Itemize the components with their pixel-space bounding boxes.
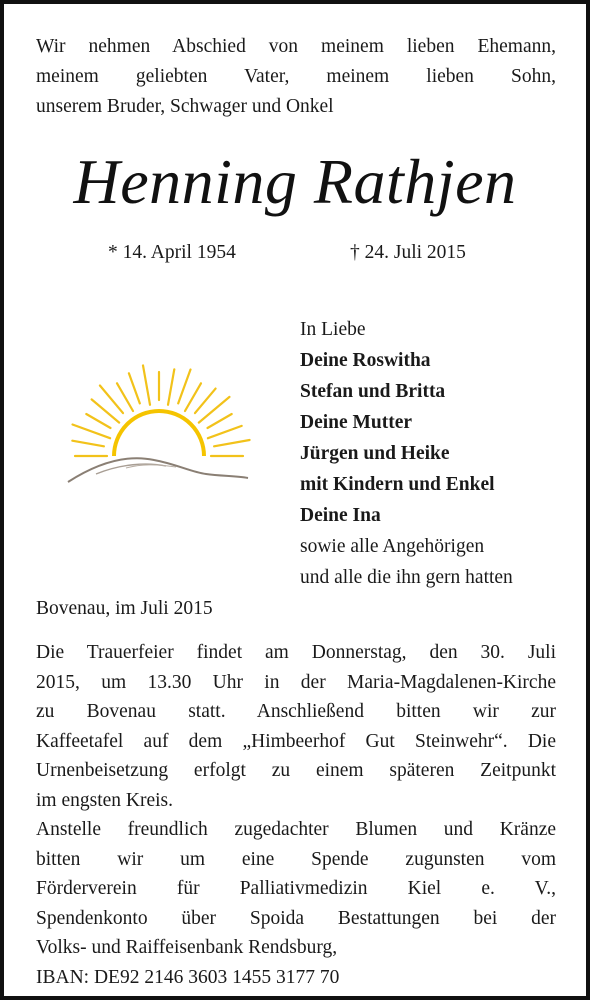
signer-line: mit Kindern und Enkel (300, 474, 495, 495)
body-line: zu Bovenau statt. Anschließend bitten wir zur (36, 701, 556, 722)
sun-ray (208, 426, 242, 438)
signer-line: Stefan und Britta (300, 381, 446, 402)
deceased-name: Henning Rathjen (73, 146, 517, 217)
sun-ray (208, 414, 232, 428)
sun-ray (73, 425, 111, 439)
sunset-icon (66, 364, 252, 504)
signer-line: Deine Ina (300, 505, 381, 526)
body-line: Urnenbeisetzung erfolgt zu einem späteren Zeitpunkt (36, 760, 556, 781)
sun-ray (178, 370, 190, 404)
intro-line: Wir nehmen Abschied von meinem lieben Ehemann, (36, 36, 556, 57)
sun-ray (168, 369, 174, 405)
sun-ray (143, 365, 150, 404)
body-line: IBAN: DE92 2146 3603 1455 3177 70 (36, 966, 340, 988)
sun-ray (117, 383, 133, 411)
sun-ray (86, 414, 110, 428)
place-date: Bovenau, im Juli 2015 (36, 598, 213, 619)
body-line: Kaffeetafel auf dem „Himbeerhof Gut Steinwehr“. Die (36, 730, 556, 752)
body-line: Anstelle freundlich zugedachter Blumen und Kränze (36, 819, 556, 840)
body-line: Spendenkonto über Spoida Bestattungen bei der (36, 907, 556, 929)
body-line: Volks- und Raiffeisenbank Rendsburg, (36, 937, 338, 958)
sun-ray (214, 440, 250, 446)
signers-list (300, 314, 513, 593)
sun-ray (72, 441, 104, 447)
sun-ray (185, 383, 201, 411)
body-line: bitten wir um eine Spende zugunsten vom (36, 848, 556, 870)
intro-line: unserem Bruder, Schwager und Onkel (36, 96, 334, 117)
signer-line: sowie alle Angehörigen (300, 536, 485, 557)
body-line: Die Trauerfeier findet am Donnerstag, den 30. Juli (36, 642, 556, 663)
service-details (36, 638, 556, 992)
signer-line: Deine Mutter (300, 412, 413, 433)
intro-line: meinem geliebten Vater, meinem lieben Sohn, (36, 66, 556, 87)
sun-ray (129, 373, 140, 403)
intro-text (36, 32, 556, 122)
body-line: 2015, um 13.30 Uhr in der Maria-Magdalenen-Kirche (36, 671, 556, 693)
signer-line: Deine Roswitha (300, 350, 431, 371)
body-line: im engsten Kreis. (36, 789, 174, 811)
signer-line: Jürgen und Heike (300, 443, 450, 464)
body-line: Förderverein für Palliativmedizin Kiel e. V., (36, 878, 556, 899)
signer-line: In Liebe (300, 319, 366, 340)
death-date: † 24. Juli 2015 (350, 242, 466, 263)
sun-ray (195, 389, 216, 414)
signer-line: und alle die ihn gern hatten (300, 567, 513, 588)
birth-date: * 14. April 1954 (108, 242, 236, 263)
